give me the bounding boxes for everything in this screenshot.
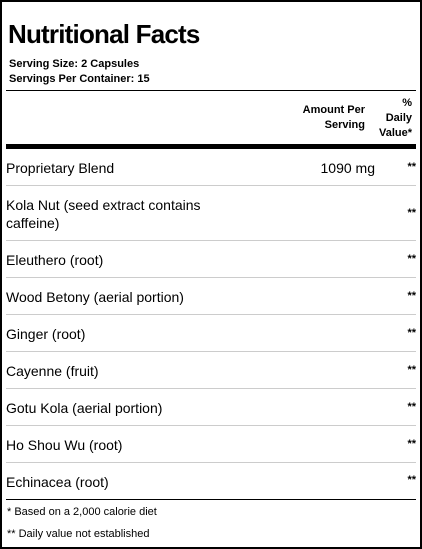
ingredient-name: Wood Betony (aerial portion) xyxy=(6,289,184,305)
ingredient-name: Echinacea (root) xyxy=(6,474,109,490)
ingredient-name: Ho Shou Wu (root) xyxy=(6,437,123,453)
dv-header-line3: Value* xyxy=(378,127,412,139)
dv-header-line2: Daily xyxy=(385,112,412,124)
footnote-not-established: ** Daily value not established xyxy=(7,528,150,540)
footer-divider xyxy=(6,499,416,500)
daily-value-header xyxy=(379,96,412,141)
footnote-daily-value-basis: * Based on a 2,000 calorie diet xyxy=(7,506,157,518)
dv-header-line1: % xyxy=(402,97,412,109)
amount-per-serving-header xyxy=(303,103,365,133)
ingredient-name: Kola Nut (seed extract contains xyxy=(6,197,201,213)
ingredient-daily-value: ** xyxy=(407,290,416,302)
ingredient-daily-value: ** xyxy=(407,401,416,413)
ingredient-daily-value: ** xyxy=(407,327,416,339)
ingredient-daily-value: ** xyxy=(407,253,416,265)
ingredient-daily-value: ** xyxy=(407,207,416,219)
amount-header-line2: Serving xyxy=(324,119,365,131)
servings-per-container: Servings Per Container: 15 xyxy=(9,73,150,85)
ingredient-name: Cayenne (fruit) xyxy=(6,363,99,379)
table-row xyxy=(6,278,416,315)
table-row xyxy=(6,186,416,241)
ingredient-amount: 1090 mg xyxy=(320,160,375,176)
table-row xyxy=(6,241,416,278)
amount-header-line1: Amount Per xyxy=(302,104,365,116)
ingredient-name-continued: caffeine) xyxy=(6,215,60,231)
header-divider xyxy=(6,90,416,91)
ingredient-name: Eleuthero (root) xyxy=(6,252,104,268)
table-row xyxy=(6,389,416,426)
panel-title: Nutritional Facts xyxy=(8,19,200,49)
ingredient-daily-value: ** xyxy=(407,161,416,173)
ingredient-name: Ginger (root) xyxy=(6,326,86,342)
table-row xyxy=(6,149,416,186)
ingredient-daily-value: ** xyxy=(407,364,416,376)
table-row xyxy=(6,426,416,463)
ingredient-name: Gotu Kola (aerial portion) xyxy=(6,400,163,416)
ingredient-name: Proprietary Blend xyxy=(6,160,115,176)
table-row xyxy=(6,463,416,498)
ingredient-daily-value: ** xyxy=(407,438,416,450)
serving-size: Serving Size: 2 Capsules xyxy=(9,58,140,70)
table-row xyxy=(6,352,416,389)
table-row xyxy=(6,315,416,352)
ingredient-daily-value: ** xyxy=(407,474,416,486)
